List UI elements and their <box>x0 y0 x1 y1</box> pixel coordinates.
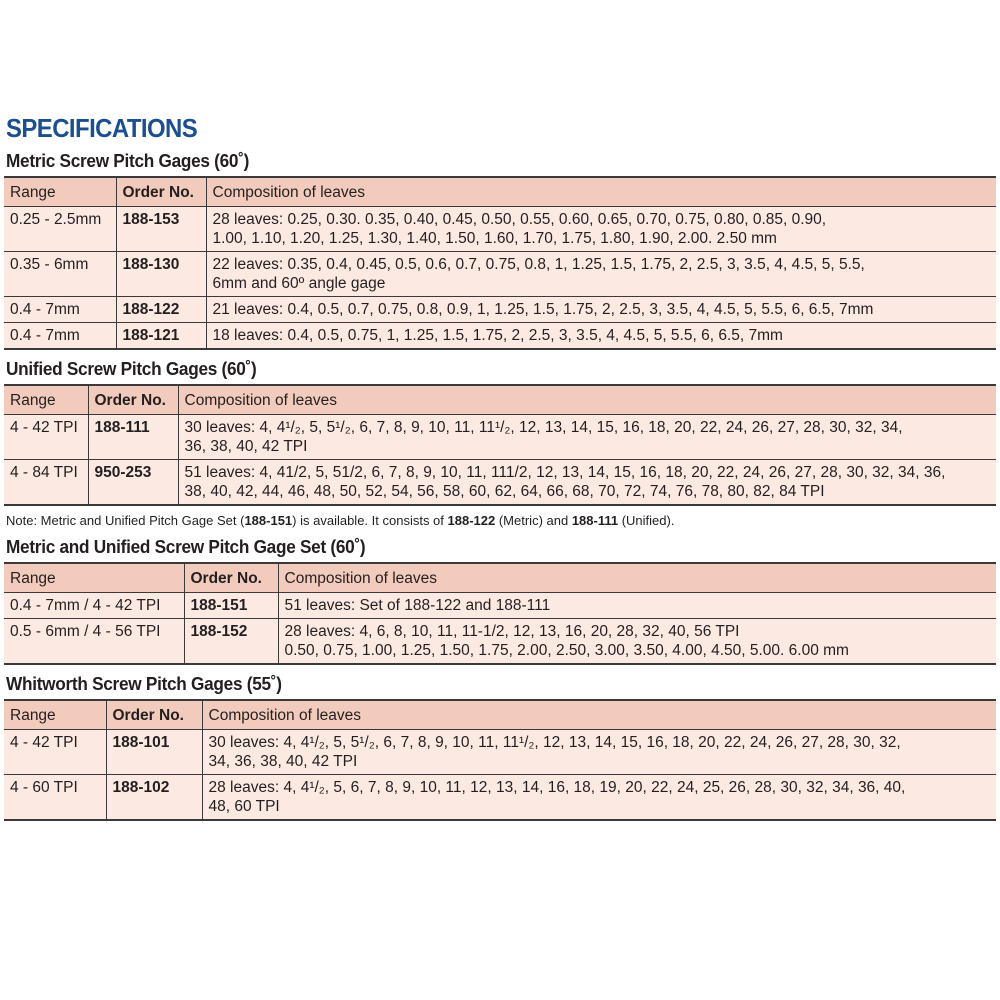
order-header: Order No. <box>88 385 178 415</box>
range-cell: 4 - 60 TPI <box>4 775 106 821</box>
order-number-cell: 188-101 <box>106 730 202 775</box>
range-cell: 4 - 42 TPI <box>10 419 78 436</box>
section-title-unified: Unified Screw Pitch Gages (60˚) <box>6 358 257 379</box>
spec-page <box>4 112 996 827</box>
composition-header: Composition of leaves <box>202 700 996 730</box>
table-header-row <box>4 563 996 593</box>
range-cell: 4 - 84 TPI <box>4 460 88 506</box>
composition-cell <box>202 730 996 775</box>
range-cell: 0.4 - 7mm / 4 - 42 TPI <box>10 597 161 614</box>
composition-cell <box>202 775 996 821</box>
range-header: Range <box>4 385 88 415</box>
composition-line: 28 leaves: 4, 4¹/₂, 5, 6, 7, 8, 9, 10, 11, 12, 13, 14, 16, 18, 19, 20, 22, 24, 25, 26, 28, 30, 32, 34, 36, 40, <box>208 779 906 796</box>
order-number-cell: 188-102 <box>106 775 202 821</box>
composition-line: 28 leaves: 0.25, 0.30. 0.35, 0.40, 0.45, 0.50, 0.55, 0.60, 0.65, 0.70, 0.75, 0.80, 0.85, 0.90, <box>212 211 827 228</box>
order-number-cell: 188-151 <box>184 593 278 619</box>
range-cell: 0.35 - 6mm <box>4 252 116 297</box>
composition-line: 18 leaves: 0.4, 0.5, 0.75, 1, 1.25, 1.5, 1.75, 2, 2.5, 3, 3.5, 4, 4.5, 5, 5.5, 6, 6.5, 7mm <box>212 327 783 344</box>
composition-header: Composition of leaves <box>278 563 996 593</box>
unified-table <box>4 384 996 506</box>
note-text: Note: Metric and Unified Pitch Gage Set (188-151) is available. It consists of 188-122 (Metric) and 188-111 (Unified). <box>6 513 675 528</box>
composition-line: 6mm and 60º angle gage <box>212 275 386 292</box>
composition-line: 21 leaves: 0.4, 0.5, 0.7, 0.75, 0.8, 0.9, 1, 1.25, 1.5, 1.75, 2, 2.5, 3, 3.5, 4, 4.5, 5, 5.5, 6, 6.5, 7mm <box>212 301 874 318</box>
table-header-row <box>4 700 996 730</box>
order-header: Order No. <box>106 700 202 730</box>
composition-line: 48, 60 TPI <box>208 798 280 815</box>
table-row <box>4 460 996 506</box>
composition-line: 38, 40, 42, 44, 46, 48, 50, 52, 54, 56, 58, 60, 62, 64, 66, 68, 70, 72, 74, 76, 78, 80, 82, 84 TPI <box>184 483 825 500</box>
composition-cell <box>178 415 996 460</box>
section-title-metric: Metric Screw Pitch Gages (60˚) <box>6 150 250 171</box>
composition-cell <box>206 297 996 323</box>
composition-line: 51 leaves: 4, 41/2, 5, 51/2, 6, 7, 8, 9, 10, 11, 111/2, 12, 13, 14, 15, 16, 18, 20, 22, 24, 26, 27, 28, 30, 32, 34, 36, <box>184 464 946 481</box>
table-row <box>4 323 996 350</box>
section-title-set: Metric and Unified Screw Pitch Gage Set (60˚) <box>6 536 366 557</box>
order-number-cell: 950-253 <box>88 460 178 506</box>
whitworth-table <box>4 699 996 821</box>
page-title: SPECIFICATIONS <box>6 113 198 143</box>
range-cell: 0.4 - 7mm <box>4 323 116 350</box>
order-number-cell: 188-152 <box>184 619 278 665</box>
range-header: Range <box>4 563 184 593</box>
composition-cell <box>278 619 996 665</box>
table-row <box>4 593 996 619</box>
order-header: Order No. <box>116 177 206 207</box>
composition-line: 22 leaves: 0.35, 0.4, 0.45, 0.5, 0.6, 0.7, 0.75, 0.8, 1, 1.25, 1.5, 1.75, 2, 2.5, 3, 3.5, 4, 4.5, 5, 5.5, <box>212 256 865 273</box>
composition-cell <box>278 593 996 619</box>
order-header: Order No. <box>184 563 278 593</box>
table-row <box>4 297 996 323</box>
composition-line: 0.50, 0.75, 1.00, 1.25, 1.50, 1.75, 2.00, 2.50, 3.00, 3.50, 4.00, 4.50, 5.00. 6.00 mm <box>284 642 849 659</box>
table-row <box>4 775 996 821</box>
composition-cell <box>206 207 996 252</box>
set-table <box>4 562 996 665</box>
composition-cell <box>178 460 996 506</box>
table-header-row <box>4 177 996 207</box>
table-row <box>4 730 996 775</box>
composition-line: 36, 38, 40, 42 TPI <box>184 438 308 455</box>
composition-header: Composition of leaves <box>206 177 996 207</box>
order-number-cell: 188-121 <box>116 323 206 350</box>
range-cell: 0.25 - 2.5mm <box>10 211 102 228</box>
composition-header: Composition of leaves <box>178 385 996 415</box>
range-cell: 0.5 - 6mm / 4 - 56 TPI <box>4 619 184 665</box>
composition-cell <box>206 323 996 350</box>
range-header: Range <box>4 177 116 207</box>
composition-line: 1.00, 1.10, 1.20, 1.25, 1.30, 1.40, 1.50, 1.60, 1.70, 1.75, 1.80, 1.90, 2.00. 2.50 mm <box>212 230 777 247</box>
metric-table <box>4 176 996 350</box>
order-number-cell: 188-153 <box>116 207 206 252</box>
composition-line: 30 leaves: 4, 4¹/₂, 5, 5¹/₂, 6, 7, 8, 9, 10, 11, 11¹/₂, 12, 13, 14, 15, 16, 18, 20, 22, 24, 26, 27, 28, 30, 32, <box>208 734 901 751</box>
section-title-whitworth: Whitworth Screw Pitch Gages (55˚) <box>6 673 282 694</box>
composition-cell <box>206 252 996 297</box>
range-header: Range <box>4 700 106 730</box>
composition-line: 28 leaves: 4, 6, 8, 10, 11, 11-1/2, 12, 13, 16, 20, 28, 32, 40, 56 TPI <box>284 623 740 640</box>
order-number-cell: 188-122 <box>116 297 206 323</box>
table-header-row <box>4 385 996 415</box>
range-cell: 4 - 42 TPI <box>10 734 78 751</box>
composition-line: 51 leaves: Set of 188-122 and 188-111 <box>284 597 551 614</box>
table-row <box>4 415 996 460</box>
order-number-cell: 188-130 <box>116 252 206 297</box>
order-number-cell: 188-111 <box>88 415 178 460</box>
range-cell: 0.4 - 7mm <box>4 297 116 323</box>
table-row <box>4 207 996 252</box>
table-row <box>4 619 996 665</box>
composition-line: 34, 36, 38, 40, 42 TPI <box>208 753 358 770</box>
composition-line: 30 leaves: 4, 4¹/₂, 5, 5¹/₂, 6, 7, 8, 9, 10, 11, 11¹/₂, 12, 13, 14, 15, 16, 18, 20, 22, 24, 26, 27, 28, 30, 32, 34, <box>184 419 903 436</box>
table-row <box>4 252 996 297</box>
